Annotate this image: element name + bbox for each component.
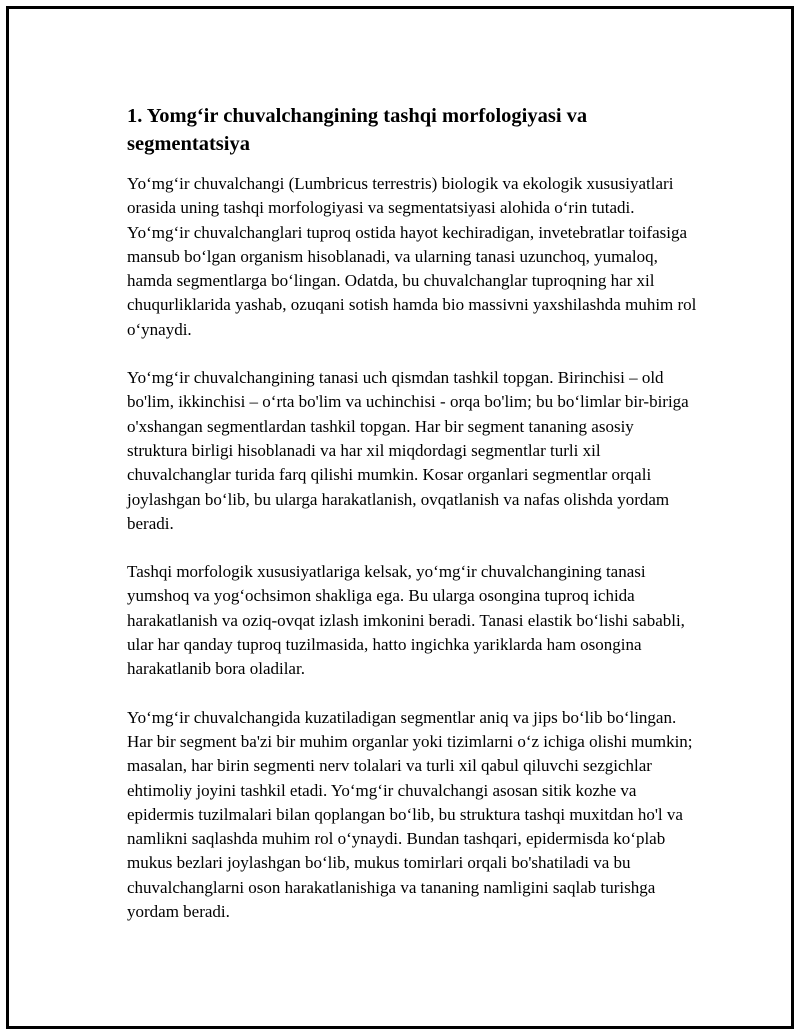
paragraph-1: Yo‘mg‘ir chuvalchangi (Lumbricus terrestris) biologik va ekologik xususiyatlari orasida uning tashqi morfologiyasi va segmentatsiyasi alohida o‘rin tutadi. Yo‘mg‘ir chuvalchanglari tuproq ostida hayot kechiradigan, invetebratlar toifasiga mansub bo‘lgan organism hisoblanadi, va ularning tanasi uzunchoq, yumaloq, hamda segmentlarga bo‘lingan. Odatda, bu chuvalchanglar tuproqning har xil chuqurliklarida yashab, ozuqani sotish hamda bio massivni yaxshilashda muhim rol o‘ynaydi.	[127, 174, 697, 339]
paragraph-3: Tashqi morfologik xususiyatlariga kelsak, yo‘mg‘ir chuvalchangining tanasi yumshoq va yog‘ochsimon shakliga ega. Bu ularga osongina tuproq ichida harakatlanish va oziq-ovqat izlash imkonini beradi. Tanasi elastik bo‘lishi sababli, ular har qanday tuproq tuzilmasida, hatto ingichka yariklarda ham osongina harakatlanib bora oladilar.	[127, 562, 685, 679]
document-page	[6, 6, 794, 1029]
section-heading: 1. Yomg‘ir chuvalchangining tashqi morfologiyasi va segmentatsiya	[127, 105, 588, 155]
paragraph-4: Yo‘mg‘ir chuvalchangida kuzatiladigan segmentlar aniq va jips bo‘lib bo‘lingan. Har bir segment ba'zi bir muhim organlar yoki tizimlarni o‘z ichiga olishi mumkin; masalan, har birin segmenti nerv tolalari va turli xil qabul qiluvchi sezgichlar ehtimoliy joyini tashkil etadi. Yo‘mg‘ir chuvalchangi asosan sitik kozhe va epidermis tuzilmalari bilan qoplangan bo‘lib, bu struktura tashqi muxitdan ho'l va namlikni saqlashda muhim rol o‘ynaydi. Bundan tashqari, epidermisda ko‘plab mukus bezlari joylashgan bo‘lib, mukus tomirlari orqali bo'shatiladi va bu chuvalchanglarni oson harakatlanishiga va tananing namligini saqlab turishga yordam beradi.	[127, 707, 693, 922]
document-body	[127, 102, 697, 948]
paragraph-2: Yo‘mg‘ir chuvalchangining tanasi uch qismdan tashkil topgan. Birinchisi – old bo'lim, ikkinchisi – o‘rta bo'lim va uchinchisi - orqa bo'lim; bu bo‘limlar bir-biriga o'xshangan segmentlardan tashkil topgan. Har bir segment tananing asosiy struktura birligi hisoblanadi va har xil miqdordagi segmentlar turli xil chuvalchanglar turida farq qilishi mumkin. Kosar organlari segmentlar orqali joylashgan bo‘lib, bu ularga harakatlanish, ovqatlanish va nafas olishda yordam beradi.	[127, 368, 689, 533]
